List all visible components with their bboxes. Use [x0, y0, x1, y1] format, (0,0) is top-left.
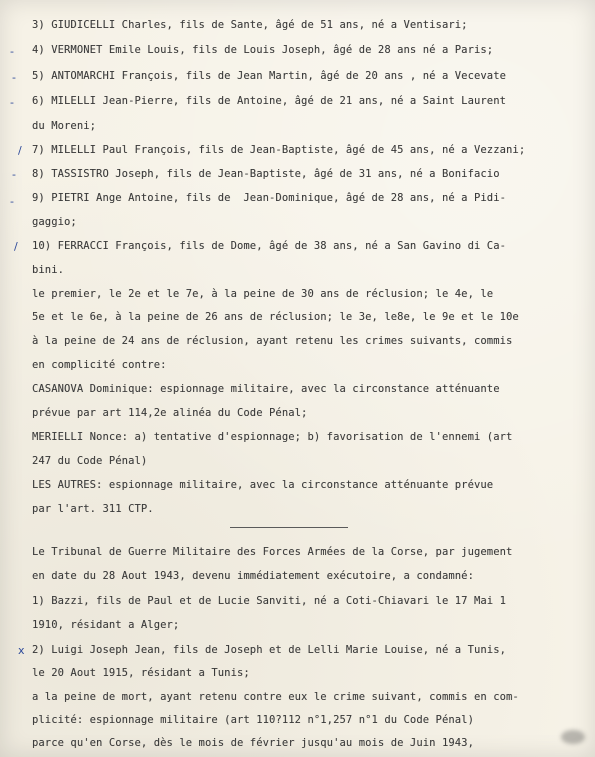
text-line: bini.	[32, 264, 65, 276]
text-line: gaggio;	[32, 216, 77, 228]
text-line: en date du 28 Aout 1943, devenu immédiatement exécutoire, a condamné:	[32, 570, 474, 582]
text-line: par l'art. 311 CTP.	[32, 503, 154, 515]
text-line: le premier, le 2e et le 7e, à la peine de 30 ans de réclusion; le 4e, le	[32, 288, 494, 300]
margin-mark: /	[14, 240, 18, 253]
text-line: prévue par art 114,2e alinéa du Code Pénal;	[32, 407, 308, 419]
text-line: MERIELLI Nonce: a) tentative d'espionnage; b) favorisation de l'ennemi (art	[32, 431, 513, 443]
text-line: LES AUTRES: espionnage militaire, avec la circonstance atténuante prévue	[32, 479, 494, 491]
margin-mark: x	[18, 644, 25, 657]
text-line: 7) MILELLI Paul François, fils de Jean-Baptiste, âgé de 45 ans, né a Vezzani;	[32, 144, 526, 156]
text-line: 2) Luigi Joseph Jean, fils de Joseph et de Lelli Marie Louise, né a Tunis,	[32, 644, 507, 656]
text-line: 9) PIETRI Ange Antoine, fils de Jean-Dominique, âgé de 28 ans, né a Pidi-	[32, 192, 507, 204]
margin-mark: /	[18, 144, 22, 157]
text-line: a la peine de mort, ayant retenu contre eux le crime suivant, commis en com-	[32, 691, 519, 703]
margin-mark: -	[10, 45, 14, 58]
text-line: le 20 Aout 1915, résidant a Tunis;	[32, 667, 250, 679]
text-line: du Moreni;	[32, 120, 97, 132]
margin-mark: -	[12, 168, 16, 181]
text-line: 5) ANTOMARCHI François, fils de Jean Martin, âgé de 20 ans , né a Vecevate	[32, 70, 507, 82]
text-line: 4) VERMONET Emile Louis, fils de Louis Joseph, âgé de 28 ans né a Paris;	[32, 44, 494, 56]
text-line: plicité: espionnage militaire (art 110?112 n°1,257 n°1 du Code Pénal)	[32, 714, 474, 726]
margin-mark: -	[12, 71, 16, 84]
text-line: 10) FERRACCI François, fils de Dome, âgé de 38 ans, né a San Gavino di Ca-	[32, 240, 507, 252]
text-line: 1910, résidant a Alger;	[32, 619, 180, 631]
text-line: à la peine de 24 ans de réclusion, ayant retenu les crimes suivants, commis	[32, 335, 513, 347]
text-line: 6) MILELLI Jean-Pierre, fils de Antoine, âgé de 21 ans, né a Saint Laurent	[32, 95, 507, 107]
text-line: 1) Bazzi, fils de Paul et de Lucie Sanviti, né a Coti-Chiavari le 17 Mai 1	[32, 595, 507, 607]
text-line: 247 du Code Pénal)	[32, 455, 148, 467]
text-line: Le Tribunal de Guerre Militaire des Forces Armées de la Corse, par jugement	[32, 546, 513, 558]
section-separator	[230, 527, 348, 528]
text-line: parce qu'en Corse, dès le mois de février jusqu'au mois de Juin 1943,	[32, 737, 474, 749]
ink-smudge	[561, 730, 585, 744]
text-line: en complicité contre:	[32, 359, 167, 371]
text-line: 5e et le 6e, à la peine de 26 ans de réclusion; le 3e, le8e, le 9e et le 10e	[32, 311, 519, 323]
margin-mark: -	[10, 96, 14, 109]
text-line: CASANOVA Dominique: espionnage militaire, avec la circonstance atténuante	[32, 383, 500, 395]
margin-mark: -	[10, 195, 14, 208]
text-line: 8) TASSISTRO Joseph, fils de Jean-Baptiste, âgé de 31 ans, né a Bonifacio	[32, 168, 500, 180]
text-line: 3) GIUDICELLI Charles, fils de Sante, âgé de 51 ans, né a Ventisari;	[32, 19, 468, 31]
